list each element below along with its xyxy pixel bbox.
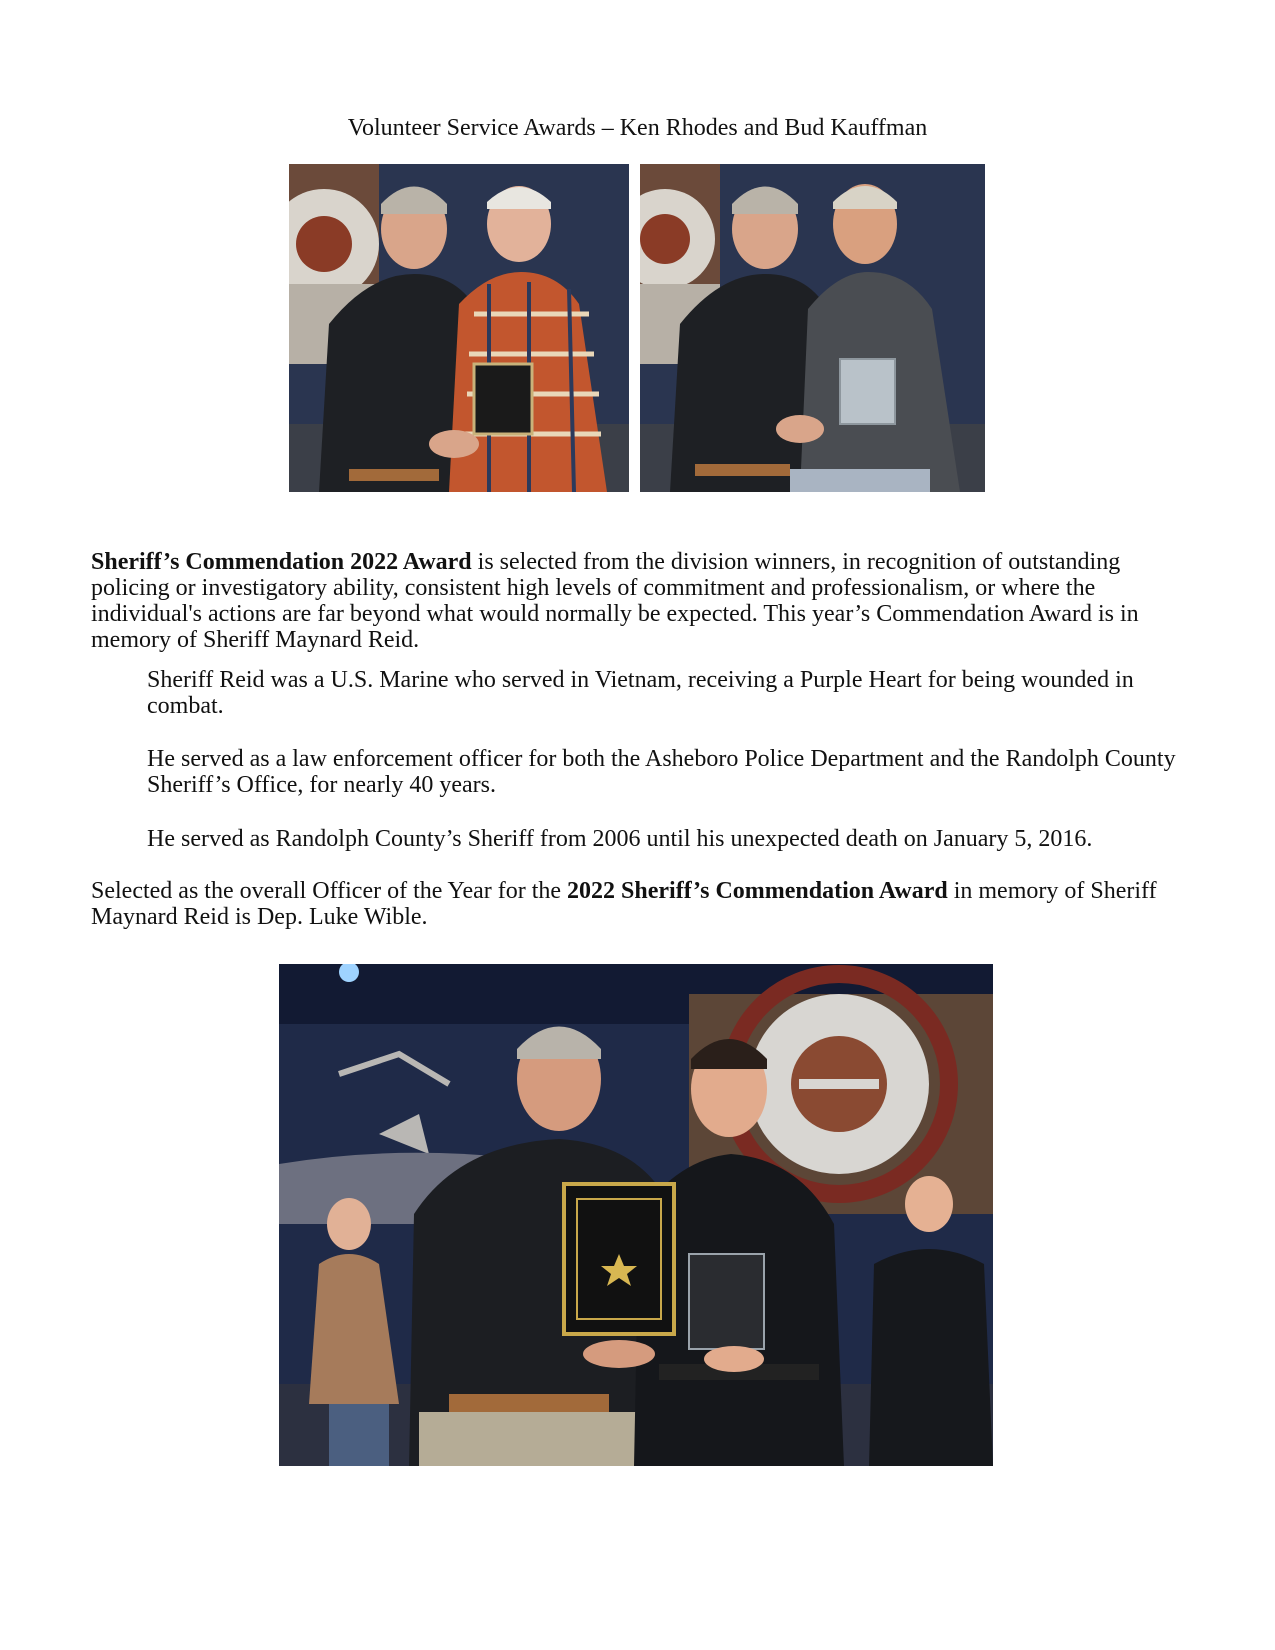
selected-text-before: Selected as the overall Officer of the Year for the bbox=[91, 878, 568, 904]
commendation-intro-text: is selected from the division winners, in recognition of outstanding policing or investigatory ability, consistent high levels of commitment and professionalism, or where the individual's actions are far beyond what would normally be expected. This year’s Commendation Award is in memory of Sheriff Maynard Reid. bbox=[91, 549, 1139, 653]
commendation-intro-paragraph bbox=[91, 549, 1201, 653]
photo-luke-wible-award bbox=[279, 964, 993, 1466]
selected-text-after: in memory of Sheriff Maynard Reid is Dep. Luke Wible. bbox=[91, 878, 1157, 930]
photo-bud-kauffman bbox=[640, 164, 985, 492]
reid-fact-marine: Sheriff Reid was a U.S. Marine who served in Vietnam, receiving a Purple Heart for being wounded in combat. bbox=[147, 667, 1134, 719]
photo-caption: Volunteer Service Awards – Ken Rhodes and Bud Kauffman bbox=[347, 115, 928, 141]
photo-ken-rhodes bbox=[289, 164, 629, 492]
selected-award-name: 2022 Sheriff’s Commendation Award bbox=[567, 878, 948, 904]
reid-fact-sheriff: He served as Randolph County’s Sheriff from 2006 until his unexpected death on January 5, 2016. bbox=[147, 826, 1093, 852]
commendation-award-title: Sheriff’s Commendation 2022 Award bbox=[91, 549, 472, 575]
reid-fact-career: He served as a law enforcement officer for both the Asheboro Police Department and the Randolph County Sheriff’s Office, for nearly 40 years. bbox=[147, 746, 1176, 798]
officer-of-year-paragraph bbox=[91, 878, 1201, 930]
